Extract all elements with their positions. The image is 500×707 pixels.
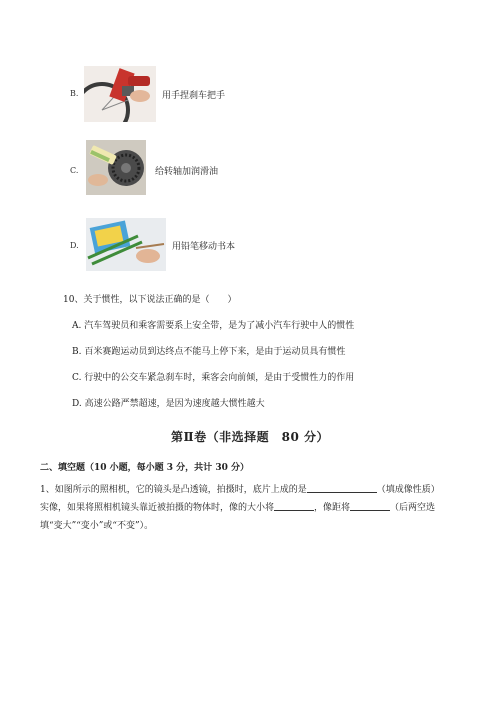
question-10-stem: 10、关于惯性，以下说法正确的是（ ） (63, 295, 237, 305)
option-c-text: 给转轴加润滑油 (155, 167, 219, 177)
option-b-letter: B. (70, 89, 79, 98)
option-d-text: 用铅笔移动书本 (172, 242, 236, 252)
pencils-under-book-photo (86, 218, 166, 271)
option-c-letter: C. (70, 166, 79, 175)
blank-image-size[interactable] (274, 500, 314, 511)
section-title: 第Ⅱ卷（非选择题 80 分） (171, 430, 329, 444)
bicycle-brake-photo (84, 66, 156, 122)
question-1-line-3: 填“变大”“变小”或“不变”）。 (40, 521, 154, 531)
question-10-option-d: D. 高速公路严禁超速，是因为速度越大惯性越大 (72, 399, 265, 409)
question-10-option-b: B. 百米赛跑运动员到达终点不能马上停下来，是由于运动员具有惯性 (72, 347, 346, 357)
question-1 (40, 481, 480, 535)
option-d-letter: D. (70, 241, 79, 250)
part-heading: 二、填空题（10 小题，每小题 3 分，共计 30 分） (40, 463, 249, 473)
question-10-option-c: C. 行驶中的公交车紧急刹车时，乘客会向前倾，是由于受惯性力的作用 (72, 373, 355, 383)
question-1-line-2: 实像，如果将照相机镜头靠近被拍摄的物体时，像的大小将 ，像距将 （后两空选 (40, 499, 480, 517)
question-1-line-1: 1、如图所示的照相机，它的镜头是凸透镜，拍摄时，底片上成的是 （填成像性质） (40, 481, 480, 499)
question-10-option-a: A. 汽车驾驶员和乘客需要系上安全带，是为了减小汽车行驶中人的惯性 (72, 321, 355, 331)
blank-image-nature[interactable] (307, 482, 377, 493)
blank-image-distance[interactable] (350, 500, 390, 511)
option-b-text: 用手捏刹车把手 (162, 91, 226, 101)
oiling-gear-photo (86, 140, 146, 195)
